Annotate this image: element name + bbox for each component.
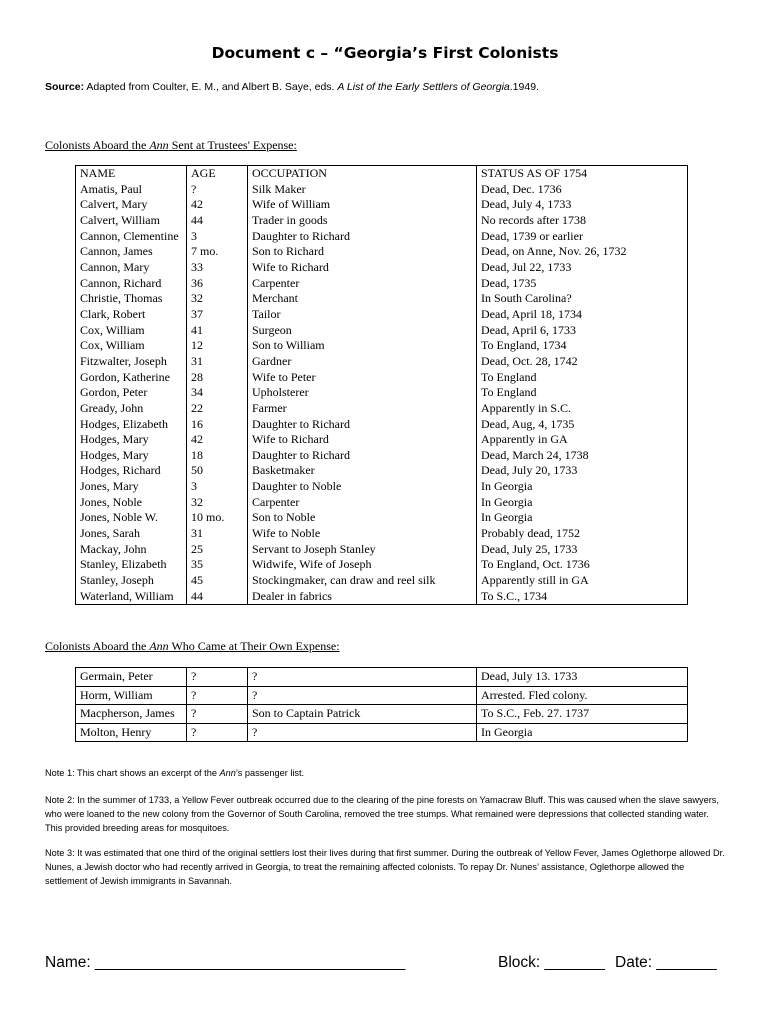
occupation-cell: Upholsterer: [248, 385, 477, 401]
status-cell: In Georgia: [477, 495, 688, 511]
age-cell: ?: [187, 705, 248, 724]
name-cell: Macpherson, James: [76, 705, 187, 724]
table-row: [76, 557, 688, 573]
table-row: [76, 323, 688, 339]
table-row: [76, 244, 688, 260]
age-cell: 3: [187, 229, 248, 245]
age-cell: ?: [187, 182, 248, 198]
source-year: .1949.: [509, 81, 539, 93]
table-row: [76, 307, 688, 323]
name-cell: Gordon, Katherine: [76, 370, 187, 386]
occupation-cell: Wife to Richard: [248, 432, 477, 448]
name-cell: Stanley, Elizabeth: [76, 557, 187, 573]
status-cell: To England, Oct. 1736: [477, 557, 688, 573]
age-cell: 45: [187, 573, 248, 589]
name-cell: Gready, John: [76, 401, 187, 417]
header-occupation: OCCUPATION: [248, 166, 477, 182]
status-cell: To S.C., Feb. 27. 1737: [477, 705, 688, 724]
age-cell: 12: [187, 338, 248, 354]
table-row: [76, 686, 688, 705]
age-cell: 10 mo.: [187, 510, 248, 526]
age-cell: 7 mo.: [187, 244, 248, 260]
age-cell: 16: [187, 417, 248, 433]
status-cell: In South Carolina?: [477, 291, 688, 307]
table-row: [76, 229, 688, 245]
table-row: [76, 338, 688, 354]
age-cell: 41: [187, 323, 248, 339]
source-book-title: A List of the Early Settlers of Georgia: [337, 81, 510, 93]
table-row: [76, 542, 688, 558]
occupation-cell: Wife to Noble: [248, 526, 477, 542]
age-cell: ?: [187, 686, 248, 705]
occupation-cell: Servant to Joseph Stanley: [248, 542, 477, 558]
occupation-cell: Merchant: [248, 291, 477, 307]
age-cell: 28: [187, 370, 248, 386]
name-cell: Jones, Noble: [76, 495, 187, 511]
note-3: Note 3: It was estimated that one third of the original settlers lost their lives during that first summer. During the outbreak of Yellow Fever, James Oglethorpe allowed Dr. Nunes, a Jewish doctor who had recently arrived in Georgia, to treat the remaining affected colonists. To repay Dr. Nunes’ assistance, Oglethorpe allowed the settlement of Jewish immigrants in Savannah.: [45, 848, 725, 886]
occupation-cell: ?: [248, 723, 477, 742]
occupation-cell: ?: [248, 668, 477, 687]
note-1-after: ’s passenger list.: [235, 768, 305, 778]
note-1-before: Note 1: This chart shows an excerpt of the: [45, 768, 220, 778]
status-cell: In Georgia: [477, 479, 688, 495]
header-name: NAME: [76, 166, 187, 182]
occupation-cell: Gardner: [248, 354, 477, 370]
header-status: STATUS AS OF 1754: [477, 166, 688, 182]
table-row: [76, 589, 688, 605]
own-heading-ship: Ann: [149, 639, 169, 653]
name-cell: Hodges, Mary: [76, 432, 187, 448]
status-cell: In Georgia: [477, 723, 688, 742]
occupation-cell: Dealer in fabrics: [248, 589, 477, 605]
name-cell: Jones, Mary: [76, 479, 187, 495]
age-cell: 31: [187, 526, 248, 542]
trustees-colonists-table: [75, 165, 688, 605]
table-row: [76, 510, 688, 526]
occupation-cell: Daughter to Richard: [248, 448, 477, 464]
name-cell: Molton, Henry: [76, 723, 187, 742]
trustees-section-heading: [45, 138, 297, 153]
table-row: [76, 385, 688, 401]
trustees-heading-ship: Ann: [149, 138, 169, 152]
table-row: [76, 213, 688, 229]
age-cell: 33: [187, 260, 248, 276]
name-cell: Clark, Robert: [76, 307, 187, 323]
table-row: [76, 197, 688, 213]
age-cell: 50: [187, 463, 248, 479]
age-cell: 44: [187, 589, 248, 605]
name-cell: Jones, Noble W.: [76, 510, 187, 526]
occupation-cell: Basketmaker: [248, 463, 477, 479]
table-row: [76, 526, 688, 542]
occupation-cell: Silk Maker: [248, 182, 477, 198]
name-cell: Stanley, Joseph: [76, 573, 187, 589]
occupation-cell: Wife of William: [248, 197, 477, 213]
name-cell: Calvert, Mary: [76, 197, 187, 213]
name-cell: Christie, Thomas: [76, 291, 187, 307]
name-field[interactable]: Name: ____________________________________: [45, 954, 406, 971]
status-cell: Dead, Oct. 28, 1742: [477, 354, 688, 370]
table-row: [76, 354, 688, 370]
status-cell: To S.C., 1734: [477, 589, 688, 605]
table-row: [76, 291, 688, 307]
table-row: [76, 432, 688, 448]
age-cell: 44: [187, 213, 248, 229]
note-2: Note 2: In the summer of 1733, a Yellow Fever outbreak occurred due to the clearing of the pine forests on Yamacraw Bluff. This was caused when the slave sawyers, who were loaned to the new colony from the Governor of South Carolina, removed the tree stumps. What remained were depressions that collected standing water. This provided breeding areas for mosquitoes.: [45, 795, 719, 833]
occupation-cell: Daughter to Noble: [248, 479, 477, 495]
name-cell: Cannon, Clementine: [76, 229, 187, 245]
status-cell: Dead, July 4, 1733: [477, 197, 688, 213]
name-cell: Hodges, Richard: [76, 463, 187, 479]
name-cell: Waterland, William: [76, 589, 187, 605]
occupation-cell: Son to Noble: [248, 510, 477, 526]
age-cell: 25: [187, 542, 248, 558]
status-cell: Dead, on Anne, Nov. 26, 1732: [477, 244, 688, 260]
table-row: [76, 495, 688, 511]
table-row: [76, 370, 688, 386]
status-cell: Dead, Aug, 4, 1735: [477, 417, 688, 433]
name-cell: Cannon, Mary: [76, 260, 187, 276]
occupation-cell: ?: [248, 686, 477, 705]
status-cell: Apparently in GA: [477, 432, 688, 448]
header-age: AGE: [187, 166, 248, 182]
own-expense-section-heading: [45, 639, 340, 654]
table-header-row: [76, 166, 688, 182]
occupation-cell: Daughter to Richard: [248, 417, 477, 433]
occupation-cell: Farmer: [248, 401, 477, 417]
occupation-cell: Carpenter: [248, 495, 477, 511]
name-cell: Cannon, Richard: [76, 276, 187, 292]
name-cell: Amatis, Paul: [76, 182, 187, 198]
table-row: [76, 723, 688, 742]
occupation-cell: Wife to Richard: [248, 260, 477, 276]
age-cell: 31: [187, 354, 248, 370]
age-cell: 35: [187, 557, 248, 573]
age-cell: ?: [187, 723, 248, 742]
age-cell: 42: [187, 432, 248, 448]
name-cell: Horm, William: [76, 686, 187, 705]
trustees-heading-before: Colonists Aboard the: [45, 138, 150, 152]
trustees-heading-after: Sent at Trustees' Expense:: [168, 138, 297, 152]
status-cell: Dead, July 25, 1733: [477, 542, 688, 558]
status-cell: To England: [477, 385, 688, 401]
table-row: [76, 417, 688, 433]
note-1: [45, 766, 725, 780]
document-title: Document c – “Georgia’s First Colonists: [211, 44, 559, 62]
status-cell: Dead, April 6, 1733: [477, 323, 688, 339]
table-row: [76, 705, 688, 724]
occupation-cell: Trader in goods: [248, 213, 477, 229]
table-row: [76, 276, 688, 292]
age-cell: 3: [187, 479, 248, 495]
name-cell: Cox, William: [76, 323, 187, 339]
status-cell: Dead, Jul 22, 1733: [477, 260, 688, 276]
block-field[interactable]: Block: _______: [498, 954, 605, 971]
status-cell: Arrested. Fled colony.: [477, 686, 688, 705]
occupation-cell: Carpenter: [248, 276, 477, 292]
status-cell: Dead, 1739 or earlier: [477, 229, 688, 245]
name-cell: Calvert, William: [76, 213, 187, 229]
status-cell: Dead, Dec. 1736: [477, 182, 688, 198]
age-cell: 37: [187, 307, 248, 323]
own-heading-after: Who Came at Their Own Expense:: [168, 639, 340, 653]
status-cell: In Georgia: [477, 510, 688, 526]
source-citation: [45, 81, 539, 93]
own-expense-colonists-table: [75, 667, 688, 742]
name-cell: Cannon, James: [76, 244, 187, 260]
occupation-cell: Son to Captain Patrick: [248, 705, 477, 724]
status-cell: Apparently still in GA: [477, 573, 688, 589]
status-cell: To England, 1734: [477, 338, 688, 354]
table-row: [76, 668, 688, 687]
table-row: [76, 260, 688, 276]
occupation-cell: Tailor: [248, 307, 477, 323]
occupation-cell: Son to Richard: [248, 244, 477, 260]
source-label: Source:: [45, 81, 85, 93]
occupation-cell: Widwife, Wife of Joseph: [248, 557, 477, 573]
status-cell: Dead, July 13. 1733: [477, 668, 688, 687]
table-row: [76, 573, 688, 589]
status-cell: Dead, July 20, 1733: [477, 463, 688, 479]
status-cell: Probably dead, 1752: [477, 526, 688, 542]
note-1-ship: Ann: [219, 768, 236, 778]
source-text: Adapted from Coulter, E. M., and Albert B. Saye, eds.: [84, 81, 338, 93]
table-row: [76, 401, 688, 417]
occupation-cell: Surgeon: [248, 323, 477, 339]
age-cell: 22: [187, 401, 248, 417]
status-cell: Dead, March 24, 1738: [477, 448, 688, 464]
name-cell: Germain, Peter: [76, 668, 187, 687]
age-cell: 32: [187, 495, 248, 511]
name-cell: Hodges, Elizabeth: [76, 417, 187, 433]
status-cell: Dead, 1735: [477, 276, 688, 292]
occupation-cell: Wife to Peter: [248, 370, 477, 386]
status-cell: Dead, April 18, 1734: [477, 307, 688, 323]
name-cell: Hodges, Mary: [76, 448, 187, 464]
age-cell: 18: [187, 448, 248, 464]
age-cell: ?: [187, 668, 248, 687]
table-row: [76, 479, 688, 495]
age-cell: 36: [187, 276, 248, 292]
table-row: [76, 448, 688, 464]
date-field[interactable]: Date: _______: [615, 954, 717, 971]
occupation-cell: Daughter to Richard: [248, 229, 477, 245]
age-cell: 32: [187, 291, 248, 307]
status-cell: To England: [477, 370, 688, 386]
occupation-cell: Stockingmaker, can draw and reel silk: [248, 573, 477, 589]
table-row: [76, 182, 688, 198]
status-cell: No records after 1738: [477, 213, 688, 229]
name-cell: Gordon, Peter: [76, 385, 187, 401]
name-cell: Fitzwalter, Joseph: [76, 354, 187, 370]
age-cell: 42: [187, 197, 248, 213]
occupation-cell: Son to William: [248, 338, 477, 354]
own-heading-before: Colonists Aboard the: [45, 639, 150, 653]
name-cell: Mackay, John: [76, 542, 187, 558]
name-cell: Jones, Sarah: [76, 526, 187, 542]
name-cell: Cox, William: [76, 338, 187, 354]
status-cell: Apparently in S.C.: [477, 401, 688, 417]
age-cell: 34: [187, 385, 248, 401]
table-row: [76, 463, 688, 479]
